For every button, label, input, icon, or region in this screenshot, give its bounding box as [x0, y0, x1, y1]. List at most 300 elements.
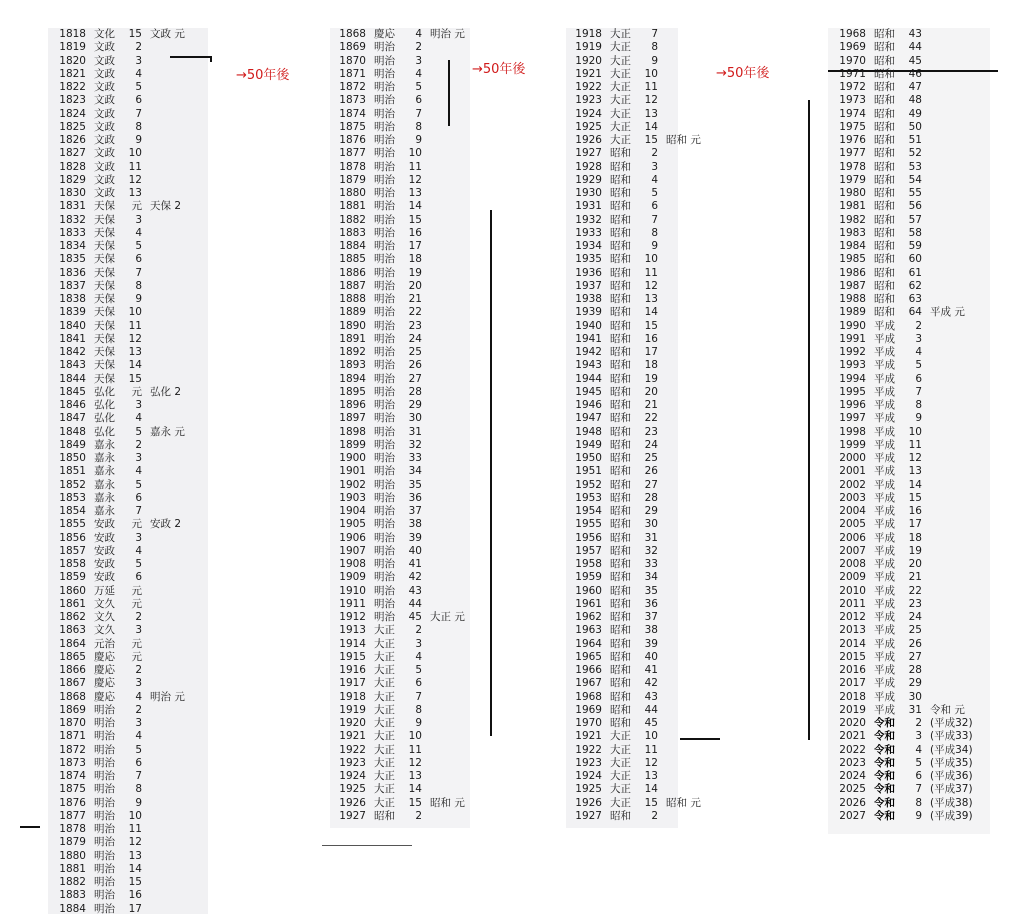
table-row: [50, 770, 220, 783]
table-row: [566, 691, 736, 704]
cell-era: 大正: [374, 703, 395, 716]
cell-era-year: 4: [135, 226, 142, 239]
table-row: [330, 41, 500, 54]
cell-year: 2000: [839, 452, 866, 464]
cell-era: 文久: [94, 611, 115, 623]
cell-era: 平成: [874, 452, 895, 464]
cell-era: 平成: [874, 332, 895, 345]
cell-year: 1953: [575, 491, 602, 504]
table-row: [830, 174, 1000, 187]
cell-era-year: 4: [651, 173, 658, 186]
cell-year: 1893: [339, 359, 366, 372]
cell-year: 1968: [575, 690, 602, 703]
cell-era-year: 15: [128, 372, 142, 385]
cell-era: 昭和: [610, 491, 631, 504]
cell-year: 1869: [59, 703, 86, 716]
cell-era: 明治: [374, 226, 395, 239]
cell-year: 1872: [339, 81, 366, 93]
cell-year: 1872: [59, 743, 86, 756]
table-row: [566, 651, 736, 664]
cell-year: 1908: [339, 558, 366, 570]
cell-era: 平成: [874, 478, 895, 491]
cell-year: 2027: [839, 809, 866, 822]
cell-year: 1839: [59, 306, 86, 319]
cell-era: 平成: [874, 637, 895, 650]
cell-year: 1963: [575, 624, 602, 637]
cell-era-year: 6: [415, 677, 422, 690]
cell-era-year: 49: [908, 107, 922, 120]
cell-era: 昭和: [610, 664, 631, 676]
table-row: [330, 585, 500, 598]
cell-era: 昭和: [610, 412, 631, 425]
cell-era: 大正: [374, 730, 395, 743]
cell-era-year: 4: [915, 743, 922, 756]
table-row: [330, 704, 500, 717]
cell-era: 平成: [874, 438, 895, 451]
table-row: [50, 889, 220, 902]
cell-era: 大正: [374, 650, 395, 663]
cell-era: 安政: [94, 544, 115, 557]
cell-year: 1881: [59, 862, 86, 875]
table-row: [566, 41, 736, 54]
cell-era: 嘉永: [94, 478, 115, 491]
table-row: [330, 730, 500, 743]
cell-era-year: 15: [128, 28, 142, 40]
cell-era-change: 安政 2: [150, 518, 182, 531]
table-row: [830, 81, 1000, 94]
table-row: [50, 465, 220, 478]
cell-year: 1962: [575, 611, 602, 623]
table-row: [566, 479, 736, 492]
cell-year: 1933: [575, 226, 602, 239]
cell-era: 嘉永: [94, 438, 115, 451]
cell-era: 明治: [374, 200, 395, 213]
cell-era-year: 11: [644, 81, 658, 93]
table-row: [330, 81, 500, 94]
cell-year: 1841: [59, 332, 86, 345]
cell-year: 1833: [59, 226, 86, 239]
cell-era-year: 25: [908, 624, 922, 637]
table-row: [566, 585, 736, 598]
table-row: [830, 28, 1000, 41]
table-row: [830, 638, 1000, 651]
table-row: [330, 399, 500, 412]
cell-era: 昭和: [610, 611, 631, 623]
cell-era-year: 54: [908, 173, 922, 186]
table-row: [566, 320, 736, 333]
cell-year: 1964: [575, 637, 602, 650]
cell-era-year: 4: [915, 346, 922, 358]
cell-era-year: 8: [651, 226, 658, 239]
cell-year: 1857: [59, 544, 86, 557]
cell-era-year: 2: [651, 147, 658, 160]
cell-year: 1943: [575, 359, 602, 372]
cell-era: 弘化: [94, 412, 115, 425]
cell-year: 1891: [339, 332, 366, 345]
cell-year: 1947: [575, 412, 602, 425]
cell-era: 昭和: [610, 584, 631, 597]
cell-era: 令和: [874, 717, 895, 729]
cell-era: 明治: [94, 849, 115, 862]
table-row: [50, 373, 220, 386]
cell-era-year: 28: [408, 385, 422, 398]
cell-era-year: 5: [135, 478, 142, 491]
cell-year: 1946: [575, 399, 602, 411]
cell-era-year: 7: [651, 28, 658, 40]
cell-year: 1927: [339, 809, 366, 822]
cell-year: 1970: [839, 54, 866, 67]
cell-year: 1926: [575, 134, 602, 146]
cell-era-year: 32: [644, 544, 658, 557]
cell-era-year: 7: [915, 783, 922, 796]
cell-year: 1922: [575, 81, 602, 93]
cell-era: 平成: [874, 597, 895, 610]
cell-era-year: 16: [408, 226, 422, 239]
cell-era-year: 25: [408, 346, 422, 358]
cell-year: 1871: [59, 730, 86, 743]
cell-era: 大正: [610, 120, 631, 133]
cell-era: 大正: [374, 770, 395, 782]
cell-era-year: 51: [908, 134, 922, 146]
cell-era-change: (平成34): [930, 743, 973, 756]
table-row: [566, 94, 736, 107]
cell-era-year: 10: [408, 730, 422, 743]
cell-year: 1922: [575, 743, 602, 756]
cell-era: 昭和: [610, 187, 631, 199]
cell-year: 1853: [59, 491, 86, 504]
cell-era-year: 55: [908, 187, 922, 199]
table-row: [566, 121, 736, 134]
cell-year: 1921: [339, 730, 366, 743]
cell-year: 2007: [839, 544, 866, 557]
table-row: [50, 797, 220, 810]
cell-era: 昭和: [874, 67, 895, 80]
cell-era-year: 4: [415, 650, 422, 663]
cell-era-year: 14: [908, 478, 922, 491]
table-row: [566, 532, 736, 545]
table-row: [50, 200, 220, 213]
cell-year: 1992: [839, 346, 866, 358]
cell-era-year: 33: [408, 452, 422, 464]
cell-era: 大正: [610, 134, 631, 146]
cell-year: 2018: [839, 690, 866, 703]
era-table-column-4: [830, 28, 1000, 828]
column-2-bottom-rule: [322, 845, 412, 846]
table-row: [566, 68, 736, 81]
cell-era: 大正: [610, 770, 631, 782]
cell-era: 明治: [374, 266, 395, 279]
cell-year: 1936: [575, 266, 602, 279]
era-table-column-3: [566, 28, 726, 828]
cell-era-year: 63: [908, 293, 922, 305]
cell-era: 明治: [374, 478, 395, 491]
cell-era: 文久: [94, 597, 115, 610]
table-row: [330, 333, 500, 346]
cell-era: 天保: [94, 213, 115, 226]
table-row: [330, 545, 500, 558]
table-row: [830, 479, 1000, 492]
cell-era: 明治: [94, 862, 115, 875]
cell-era: 明治: [374, 491, 395, 504]
era-table-column-1: [50, 28, 220, 914]
cell-era-change: 明治 元: [150, 690, 185, 703]
cell-year: 1880: [59, 849, 86, 862]
cell-era-year: 3: [135, 624, 142, 637]
cell-era: 慶応: [94, 690, 115, 703]
table-row: [830, 333, 1000, 346]
cell-era: 昭和: [874, 147, 895, 160]
cell-era-year: 29: [408, 399, 422, 411]
cell-era-year: 5: [915, 359, 922, 372]
table-row: [330, 200, 500, 213]
cell-era: 平成: [874, 491, 895, 504]
cell-era: 平成: [874, 531, 895, 544]
cell-era: 明治: [374, 306, 395, 319]
cell-era: 平成: [874, 425, 895, 438]
cell-era: 昭和: [874, 173, 895, 186]
cell-era-year: 3: [415, 54, 422, 67]
cell-year: 1873: [59, 756, 86, 769]
cell-year: 1967: [575, 677, 602, 690]
cell-year: 1884: [339, 240, 366, 252]
cell-era-change: (平成32): [930, 717, 973, 729]
table-row: [330, 624, 500, 637]
table-row: [830, 94, 1000, 107]
cell-era-year: 10: [408, 147, 422, 160]
table-row: [50, 399, 220, 412]
cell-era: 明治: [374, 531, 395, 544]
cell-year: 2009: [839, 571, 866, 584]
cell-year: 1971: [839, 67, 866, 80]
cell-era-year: 13: [908, 465, 922, 478]
cell-era-change: 弘化 2: [150, 385, 182, 398]
table-row: [50, 68, 220, 81]
cell-era: 天保: [94, 240, 115, 252]
cell-year: 1934: [575, 240, 602, 252]
cell-era-year: 11: [408, 160, 422, 173]
cell-year: 1965: [575, 650, 602, 663]
cell-year: 1959: [575, 571, 602, 584]
cell-year: 1885: [339, 253, 366, 266]
cell-year: 1874: [339, 107, 366, 120]
cell-year: 1828: [59, 160, 86, 173]
cell-era: 令和: [874, 770, 895, 782]
cell-era: 平成: [874, 319, 895, 332]
cell-year: 1862: [59, 611, 86, 623]
cell-year: 1928: [575, 160, 602, 173]
cell-era-year: 17: [908, 518, 922, 531]
cell-era: 昭和: [610, 266, 631, 279]
cell-era-year: 29: [644, 505, 658, 517]
cell-year: 1886: [339, 266, 366, 279]
table-row: [50, 664, 220, 677]
cell-era: 天保: [94, 346, 115, 358]
cell-year: 1973: [839, 94, 866, 107]
cell-era-year: 7: [415, 690, 422, 703]
cell-era-year: 3: [915, 730, 922, 743]
cell-year: 2017: [839, 677, 866, 690]
table-row: [830, 55, 1000, 68]
cell-year: 2021: [839, 730, 866, 743]
cell-year: 1860: [59, 584, 86, 597]
arrow-note-1: →50年後: [236, 68, 290, 83]
cell-era-year: 9: [415, 134, 422, 146]
table-row: [330, 810, 500, 823]
cell-year: 1960: [575, 584, 602, 597]
cell-era-year: 27: [644, 478, 658, 491]
table-row: [830, 558, 1000, 571]
cell-era: 昭和: [610, 293, 631, 305]
cell-era-year: 9: [651, 54, 658, 67]
cell-year: 1954: [575, 505, 602, 517]
table-row: [50, 452, 220, 465]
cell-era-year: 56: [908, 200, 922, 213]
cell-era-year: 10: [128, 809, 142, 822]
cell-year: 1957: [575, 544, 602, 557]
cell-year: 1948: [575, 425, 602, 438]
cell-era-year: 5: [415, 81, 422, 93]
table-row: [330, 240, 500, 253]
cell-year: 1981: [839, 200, 866, 213]
cell-year: 2011: [839, 597, 866, 610]
cell-year: 1864: [59, 637, 86, 650]
cell-era-year: 30: [644, 518, 658, 531]
cell-year: 1988: [839, 293, 866, 305]
cell-era-year: 34: [408, 465, 422, 478]
table-row: [830, 810, 1000, 823]
cell-era-year: 2: [135, 41, 142, 54]
cell-year: 1882: [59, 876, 86, 888]
cell-era: 昭和: [610, 703, 631, 716]
cell-year: 1929: [575, 173, 602, 186]
cell-era: 大正: [374, 717, 395, 729]
table-row: [566, 147, 736, 160]
cell-era-year: 18: [908, 531, 922, 544]
cell-year: 1978: [839, 160, 866, 173]
cell-era-year: 62: [908, 279, 922, 292]
cell-year: 1949: [575, 438, 602, 451]
cell-year: 1887: [339, 279, 366, 292]
cell-year: 1873: [339, 94, 366, 107]
cell-year: 2003: [839, 491, 866, 504]
cell-era: 昭和: [874, 28, 895, 40]
cell-era: 明治: [374, 611, 395, 623]
cell-year: 1956: [575, 531, 602, 544]
cell-year: 2023: [839, 756, 866, 769]
table-row: [830, 465, 1000, 478]
cell-era: 明治: [94, 730, 115, 743]
cell-year: 2019: [839, 703, 866, 716]
cell-era: 昭和: [874, 187, 895, 199]
cell-era-year: 3: [651, 160, 658, 173]
cell-year: 1918: [575, 28, 602, 40]
table-row: [566, 373, 736, 386]
cell-year: 1850: [59, 452, 86, 464]
table-row: [566, 664, 736, 677]
table-row: [330, 439, 500, 452]
cell-era: 明治: [374, 518, 395, 531]
cell-era-year: 5: [135, 558, 142, 570]
table-row: [330, 426, 500, 439]
cell-year: 1879: [339, 173, 366, 186]
cell-era-year: 2: [651, 809, 658, 822]
cell-era: 昭和: [610, 452, 631, 464]
cell-era: 明治: [374, 54, 395, 67]
cell-year: 1831: [59, 200, 86, 213]
cell-era-year: 33: [644, 558, 658, 570]
table-row: [50, 783, 220, 796]
cell-era: 昭和: [874, 213, 895, 226]
cell-era: 平成: [874, 571, 895, 584]
cell-era: 天保: [94, 253, 115, 266]
cell-era-year: 3: [135, 531, 142, 544]
cell-year: 1919: [575, 41, 602, 54]
cell-era-year: 3: [135, 399, 142, 411]
cell-era: 明治: [374, 332, 395, 345]
cell-era-year: 3: [135, 452, 142, 464]
cell-era: 明治: [374, 293, 395, 305]
cell-year: 1820: [59, 54, 86, 67]
table-row: [330, 452, 500, 465]
cell-era-year: 2: [135, 703, 142, 716]
era-table-column-2: [330, 28, 490, 828]
cell-era-year: 元: [131, 200, 142, 213]
cell-year: 1924: [575, 770, 602, 782]
cell-era-year: 24: [408, 332, 422, 345]
cell-era-year: 8: [415, 703, 422, 716]
cell-era: 明治: [374, 160, 395, 173]
cell-year: 1976: [839, 134, 866, 146]
table-row: [830, 439, 1000, 452]
cell-era: 昭和: [610, 624, 631, 637]
cell-era-year: 21: [908, 571, 922, 584]
table-row: [830, 306, 1000, 319]
cell-year: 1904: [339, 505, 366, 517]
cell-era: 文政: [94, 187, 115, 199]
cell-year: 1969: [839, 41, 866, 54]
cell-era-year: 9: [651, 240, 658, 252]
cell-era-year: 46: [908, 67, 922, 80]
cell-era: 明治: [374, 399, 395, 411]
cell-era-year: 38: [408, 518, 422, 531]
cell-year: 1979: [839, 173, 866, 186]
table-row: [566, 346, 736, 359]
cell-era-change: (平成37): [930, 783, 973, 796]
cell-year: 1918: [339, 690, 366, 703]
cell-era: 昭和: [874, 54, 895, 67]
cell-era: 平成: [874, 505, 895, 517]
cell-era-year: 45: [408, 611, 422, 623]
cell-era-year: 元: [131, 518, 142, 531]
cell-year: 1829: [59, 173, 86, 186]
cell-era: 明治: [94, 796, 115, 809]
cell-year: 1909: [339, 571, 366, 584]
table-row: [830, 267, 1000, 280]
cell-era: 昭和: [610, 690, 631, 703]
cell-era: 大正: [374, 637, 395, 650]
table-row: [330, 373, 500, 386]
table-row: [330, 505, 500, 518]
table-row: [50, 161, 220, 174]
cell-era: 昭和: [874, 160, 895, 173]
cell-era-year: 2: [135, 438, 142, 451]
table-row: [566, 108, 736, 121]
cell-era-year: 7: [415, 107, 422, 120]
cell-era-year: 21: [408, 293, 422, 305]
cell-era: 文政: [94, 41, 115, 54]
cell-era-year: 22: [408, 306, 422, 319]
cell-year: 1825: [59, 120, 86, 133]
